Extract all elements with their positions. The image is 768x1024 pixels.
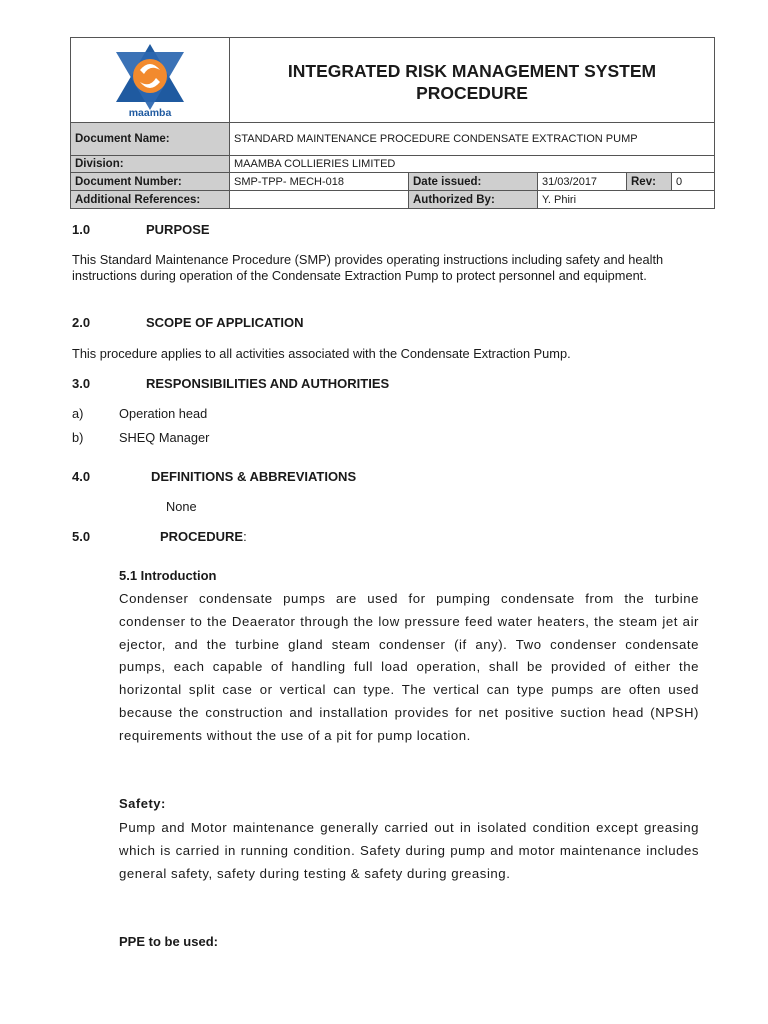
section-procedure-number: 5.0: [72, 529, 91, 544]
division-label: Division:: [71, 156, 230, 173]
document-number-value: SMP-TPP- MECH-018: [230, 173, 409, 191]
scope-text: This procedure applies to all activities associated with the Condensate Extraction Pump.: [72, 346, 571, 361]
title-line-2: PROCEDURE: [416, 83, 528, 103]
section-purpose-title: PURPOSE: [146, 222, 210, 237]
safety-heading: Safety:: [119, 796, 166, 811]
authorized-by-label: Authorized By:: [409, 191, 538, 209]
responsibility-item: Operation head: [119, 406, 208, 421]
section-purpose-number: 1.0: [72, 222, 91, 237]
authorized-by-value: Y. Phiri: [538, 191, 715, 209]
section-responsibilities-title: RESPONSIBILITIES AND AUTHORITIES: [146, 376, 390, 391]
logo-wordmark: maamba: [128, 106, 172, 118]
section-procedure-colon: :: [243, 529, 247, 544]
section-procedure-title: PROCEDURE: [160, 529, 244, 544]
introduction-heading: 5.1 Introduction: [119, 568, 217, 583]
responsibility-marker: b): [72, 430, 84, 445]
introduction-text: Condenser condensate pumps are used for pumping condensate from the turbine condenser to the Deaerator through the low pressure feed water heaters, the steam jet air ejector, and the turbine gland steam condenser (if any). Two condenser condensate pumps, each capable of handling full load operation, shall be provided of either the horizontal split case or vertical can type. The vertical can type pumps are often used because the construction and installation provides for net positive suction head (NPSH) requirements without the use of a pit for pump location.: [119, 591, 699, 743]
section-scope-title: SCOPE OF APPLICATION: [146, 315, 304, 330]
document-number-label: Document Number:: [71, 173, 230, 191]
division-value: MAAMBA COLLIERIES LIMITED: [230, 156, 715, 173]
rev-value: 0: [672, 173, 715, 191]
section-scope-number: 2.0: [72, 315, 91, 330]
section-procedure-heading: [160, 529, 247, 544]
rev-label: Rev:: [627, 173, 672, 191]
additional-references-label: Additional References:: [71, 191, 230, 209]
responsibility-item: SHEQ Manager: [119, 430, 210, 445]
definitions-text: None: [166, 499, 197, 514]
purpose-text: This Standard Maintenance Procedure (SMP) provides operating instructions including safety and health instructions during operation of the Condensate Extraction Pump to protect personnel and equipment.: [72, 252, 664, 283]
logo-cell: [71, 38, 230, 123]
document-header-table: [70, 37, 715, 209]
safety-text: Pump and Motor maintenance generally carried out in isolated condition except greasing which is carried in running condition. Safety during pump and motor maintenance includes general safety, safety during testing & safety during greasing.: [119, 820, 699, 881]
section-definitions-title: DEFINITIONS & ABBREVIATIONS: [151, 469, 357, 484]
document-name-value: STANDARD MAINTENANCE PROCEDURE CONDENSATE EXTRACTION PUMP: [230, 123, 715, 156]
section-definitions-number: 4.0: [72, 469, 91, 484]
document-name-label: Document Name:: [71, 123, 230, 156]
additional-references-value: [230, 191, 409, 209]
date-issued-value: 31/03/2017: [538, 173, 627, 191]
responsibility-marker: a): [72, 406, 84, 421]
date-issued-label: Date issued:: [409, 173, 538, 191]
document-title: [230, 38, 715, 123]
title-line-1: INTEGRATED RISK MANAGEMENT SYSTEM: [287, 61, 657, 81]
ppe-heading: PPE to be used:: [119, 934, 218, 949]
maamba-logo-icon: [110, 40, 190, 118]
section-responsibilities-number: 3.0: [72, 376, 91, 391]
